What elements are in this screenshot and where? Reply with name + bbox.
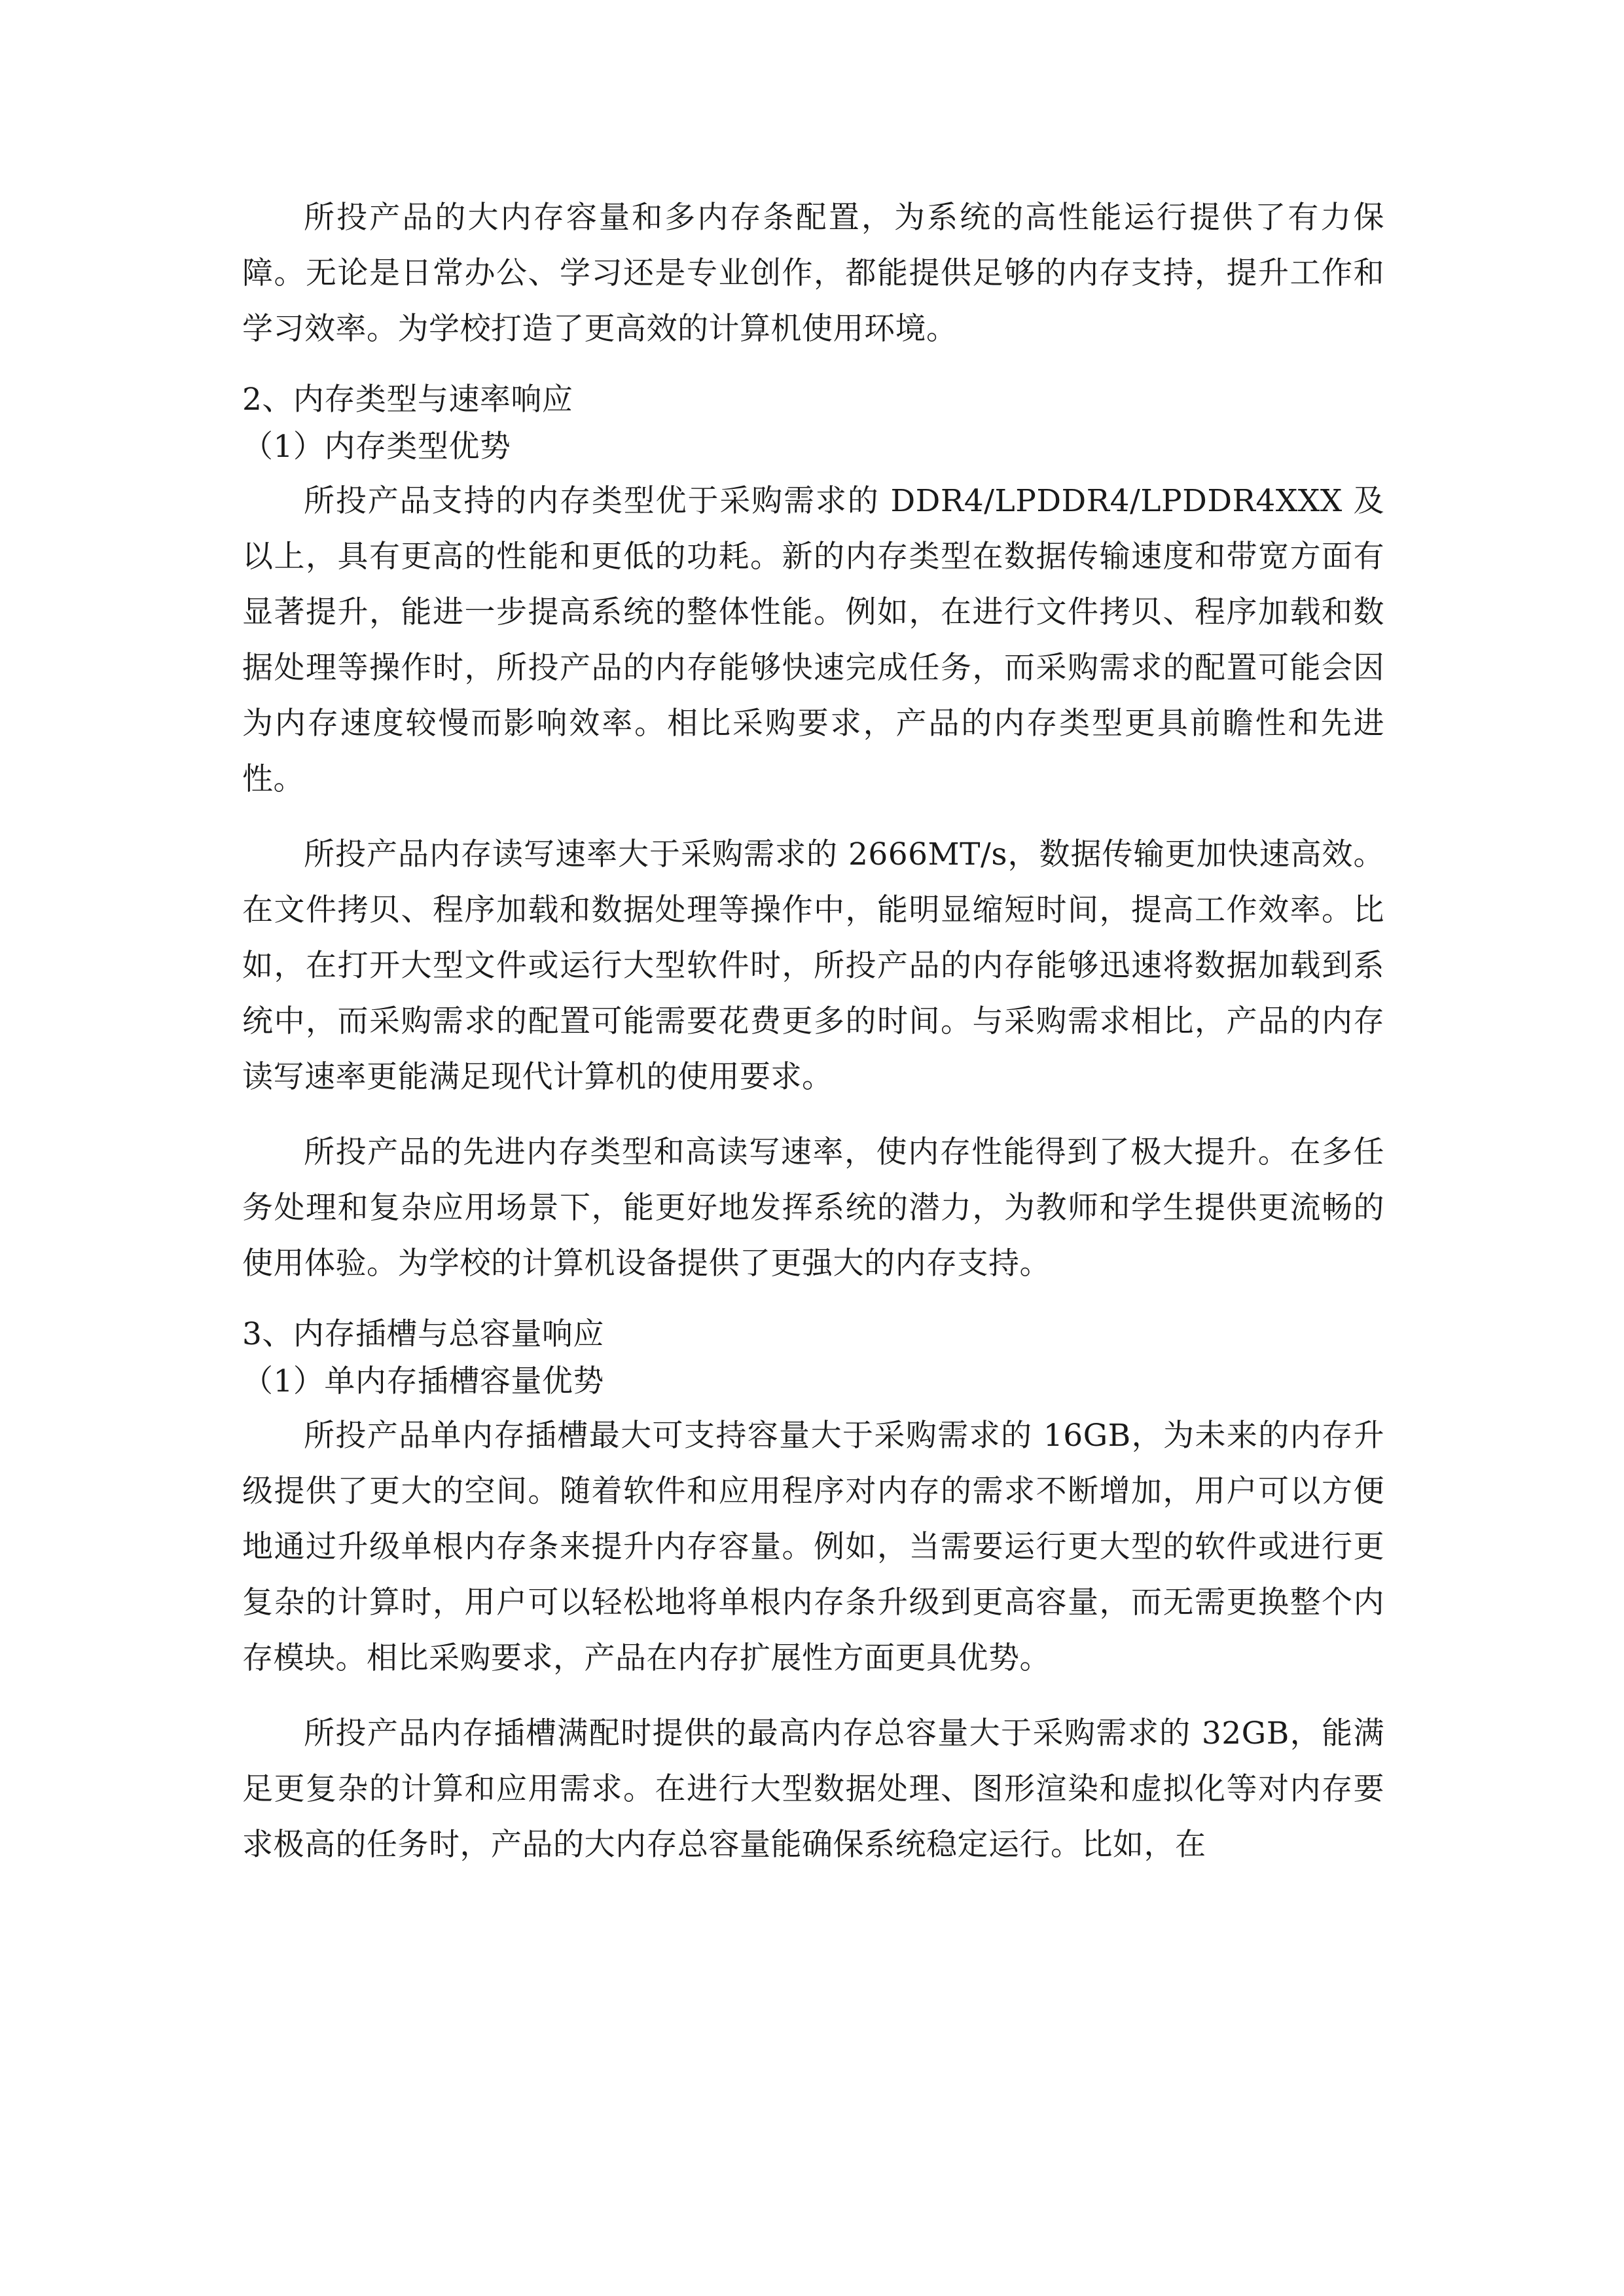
subheading-single-slot-capacity: （1）单内存插槽容量优势 <box>242 1363 604 1399</box>
section-heading-memory-slots-capacity: 3、内存插槽与总容量响应 <box>242 1316 604 1352</box>
paragraph-memory-capacity-summary: 所投产品的大内存容量和多内存条配置，为系统的高性能运行提供了有力保障。无论是日常办公、学习还是专业创作，都能提供足够的内存支持，提升工作和学习效率。为学校打造了更高效的计算机使用环境。 <box>242 200 1384 347</box>
paragraph-memory-speed: 所投产品内存读写速率大于采购需求的 2666MT/s，数据传输更加快速高效。在文件拷贝、程序加载和数据处理等操作中，能明显缩短时间，提高工作效率。比如，在打开大型文件或运行大型软件时，所投产品的内存能够迅速将数据加载到系统中，而采购需求的配置可能需要花费更多的时间。与采购需求相比，产品的内存读写速率更能满足现代计算机的使用要求。 <box>242 836 1384 1095</box>
paragraph-single-slot-capacity: 所投产品单内存插槽最大可支持容量大于采购需求的 16GB，为未来的内存升级提供了更大的空间。随着软件和应用程序对内存的需求不断增加，用户可以方便地通过升级单根内存条来提升内存容量。例如，当需要运行更大型的软件或进行更复杂的计算时，用户可以轻松地将单根内存条升级到更高容量，而无需更换整个内存模块。相比采购要求，产品在内存扩展性方面更具优势。 <box>242 1418 1384 1676</box>
subheading-memory-type-advantage: （1）内存类型优势 <box>242 429 511 465</box>
paragraph-memory-type: 所投产品支持的内存类型优于采购需求的 DDR4/LPDDR4/LPDDR4XXX 及以上，具有更高的性能和更低的功耗。新的内存类型在数据传输速度和带宽方面有显著提升，能进一步提高系统的整体性能。例如，在进行文件拷贝、程序加载和数据处理等操作时，所投产品的内存能够快速完成任务，而采购需求的配置可能会因为内存速度较慢而影响效率。相比采购要求，产品的内存类型更具前瞻性和先进性。 <box>242 483 1384 797</box>
paragraph-total-capacity: 所投产品内存插槽满配时提供的最高内存总容量大于采购需求的 32GB，能满足更复杂的计算和应用需求。在进行大型数据处理、图形渲染和虚拟化等对内存要求极高的任务时，产品的大内存总容量能确保系统稳定运行。比如，在 <box>242 1715 1384 1863</box>
section-heading-memory-type-speed: 2、内存类型与速率响应 <box>242 382 573 418</box>
paragraph-memory-performance-summary: 所投产品的先进内存类型和高读写速率，使内存性能得到了极大提升。在多任务处理和复杂应用场景下，能更好地发挥系统的潜力，为教师和学生提供更流畅的使用体验。为学校的计算机设备提供了更强大的内存支持。 <box>242 1134 1384 1282</box>
document-body <box>242 190 1384 1892</box>
